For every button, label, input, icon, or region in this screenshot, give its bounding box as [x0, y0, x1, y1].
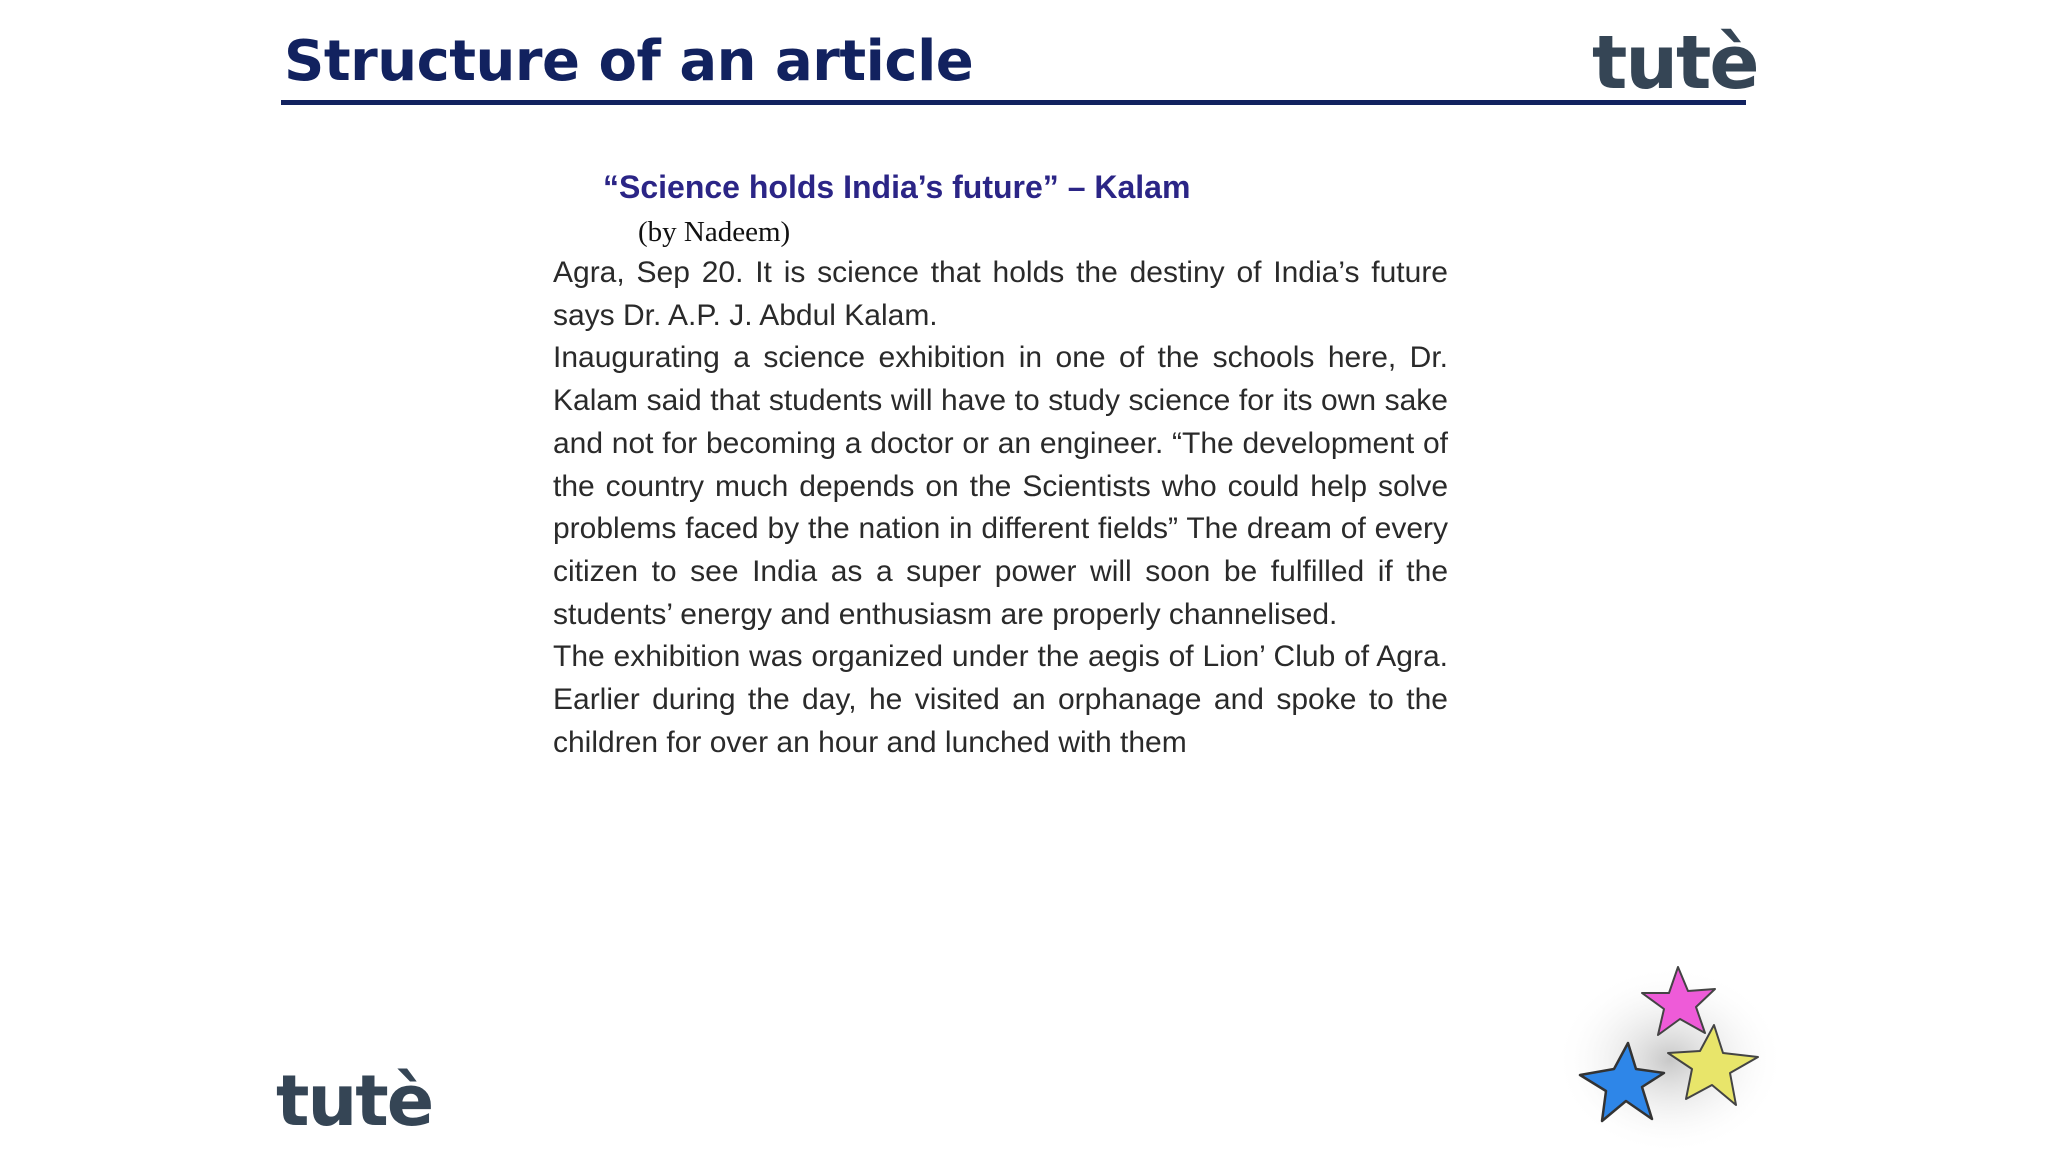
- slide-title: Structure of an article: [284, 29, 974, 94]
- article-paragraph: Agra, Sep 20. It is science that holds the destiny of India’s future says Dr. A.P. J. Abdul Kalam.: [553, 256, 1448, 332]
- tute-logo-top: tutè: [1592, 20, 1758, 106]
- title-underline: [281, 100, 1746, 105]
- article-body: [553, 252, 1448, 764]
- article-paragraph: The exhibition was organized under the aegis of Lion’ Club of Agra. Earlier during the day, he visited an orphanage and spoke to the children for over an hour and lunched with them: [553, 640, 1448, 759]
- article-paragraph: Inaugurating a science exhibition in one of the schools here, Dr. Kalam said that students will have to study science for its own sake and not for becoming a doctor or an engineer. “The development of the country much depends on the Scientists who could help solve problems faced by the nation in different fields” The dream of every citizen to see India as a super power will soon be fulfilled if the students’ energy and enthusiasm are properly channelised.: [553, 341, 1448, 631]
- stars-decoration: [1560, 955, 1790, 1152]
- article-byline: (by Nadeem): [638, 216, 791, 248]
- article-headline: “Science holds India’s future” – Kalam: [603, 169, 1191, 205]
- tute-logo-bottom: tutè: [276, 1060, 433, 1142]
